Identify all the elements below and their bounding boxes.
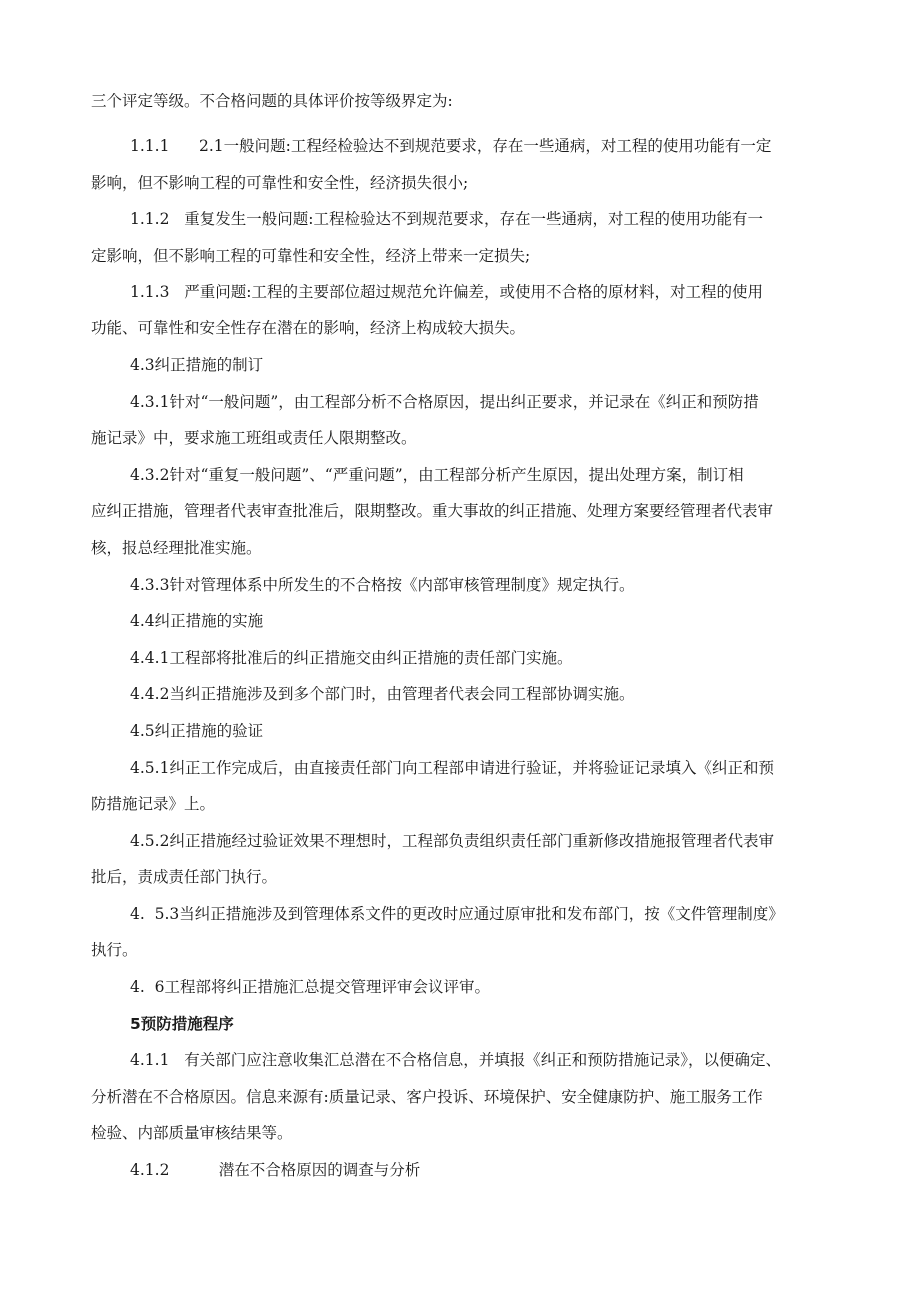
paragraph-line: 批后，责成责任部门执行。 [91,868,278,886]
paragraph-line: 定影响，但不影响工程的可靠性和安全性，经济上带来一定损失; [91,247,531,265]
section-heading: 4.4纠正措施的实施 [130,612,264,630]
paragraph-line: 执行。 [91,941,138,959]
paragraph-line: 4.4.2当纠正措施涉及到多个部门时，由管理者代表会同工程部协调实施。 [130,685,635,703]
section-heading: 4.3纠正措施的制订 [130,356,264,374]
paragraph-line: 影响，但不影响工程的可靠性和安全性，经济损失很小; [91,174,469,192]
section-heading: 4.5纠正措施的验证 [130,722,264,740]
paragraph-line: 4. 5.3当纠正措施涉及到管理体系文件的更改时应通过原审批和发布部门，按《文件管理制度》 [130,905,784,923]
paragraph-line: 核，报总经理批准实施。 [91,539,262,557]
paragraph-line: 1.1.3 严重问题:工程的主要部位超过规范允许偏差，或使用不合格的原材料，对工程的使用 [130,283,763,301]
paragraph-line: 4.1.2 潜在不合格原因的调查与分析 [130,1161,421,1179]
section-heading-bold: 5预防措施程序 [130,1015,234,1033]
paragraph-line: 4. 6工程部将纠正措施汇总提交管理评审会议评审。 [130,978,491,996]
paragraph-line: 应纠正措施，管理者代表审查批准后，限期整改。重大事故的纠正措施、处理方案要经管理者代表审 [91,502,774,520]
paragraph-line: 4.5.1纠正工作完成后，由直接责任部门向工程部申请进行验证，并将验证记录填入《纠正和预 [130,759,774,777]
paragraph-line: 4.3.3针对管理体系中所发生的不合格按《内部审核管理制度》规定执行。 [130,576,635,594]
paragraph-line: 4.4.1工程部将批准后的纠正措施交由纠正措施的责任部门实施。 [130,649,573,667]
paragraph-line: 三个评定等级。不合格问题的具体评价按等级界定为: [91,92,453,110]
paragraph-line: 1.1.1 2.1一般问题:工程经检验达不到规范要求，存在一些通病，对工程的使用功能有一定 [130,137,772,155]
paragraph-line: 1.1.2 重复发生一般问题:工程检验达不到规范要求，存在一些通病，对工程的使用功能有一 [130,210,763,228]
paragraph-line: 4.3.1针对“一般问题”，由工程部分析不合格原因，提出纠正要求，并记录在《纠正和预防措 [130,393,759,411]
paragraph-line: 防措施记录》上。 [91,795,216,813]
paragraph-line: 施记录》中，要求施工班组或责任人限期整改。 [91,429,417,447]
paragraph-line: 4.3.2针对“重复一般问题”、“严重问题”，由工程部分析产生原因，提出处理方案，制订相 [130,466,744,484]
paragraph-line: 分析潜在不合格原因。信息来源有:质量记录、客户投诉、环境保护、安全健康防护、施工服务工作 [91,1088,763,1106]
paragraph-line: 检验、内部质量审核结果等。 [91,1124,293,1142]
paragraph-line: 4.1.1 有关部门应注意收集汇总潜在不合格信息，并填报《纠正和预防措施记录》，以便确定、 [130,1051,781,1069]
paragraph-line: 4.5.2纠正措施经过验证效果不理想时，工程部负责组织责任部门重新修改措施报管理者代表审 [130,832,774,850]
paragraph-line: 功能、可靠性和安全性存在潜在的影响，经济上构成较大损失。 [91,319,526,337]
